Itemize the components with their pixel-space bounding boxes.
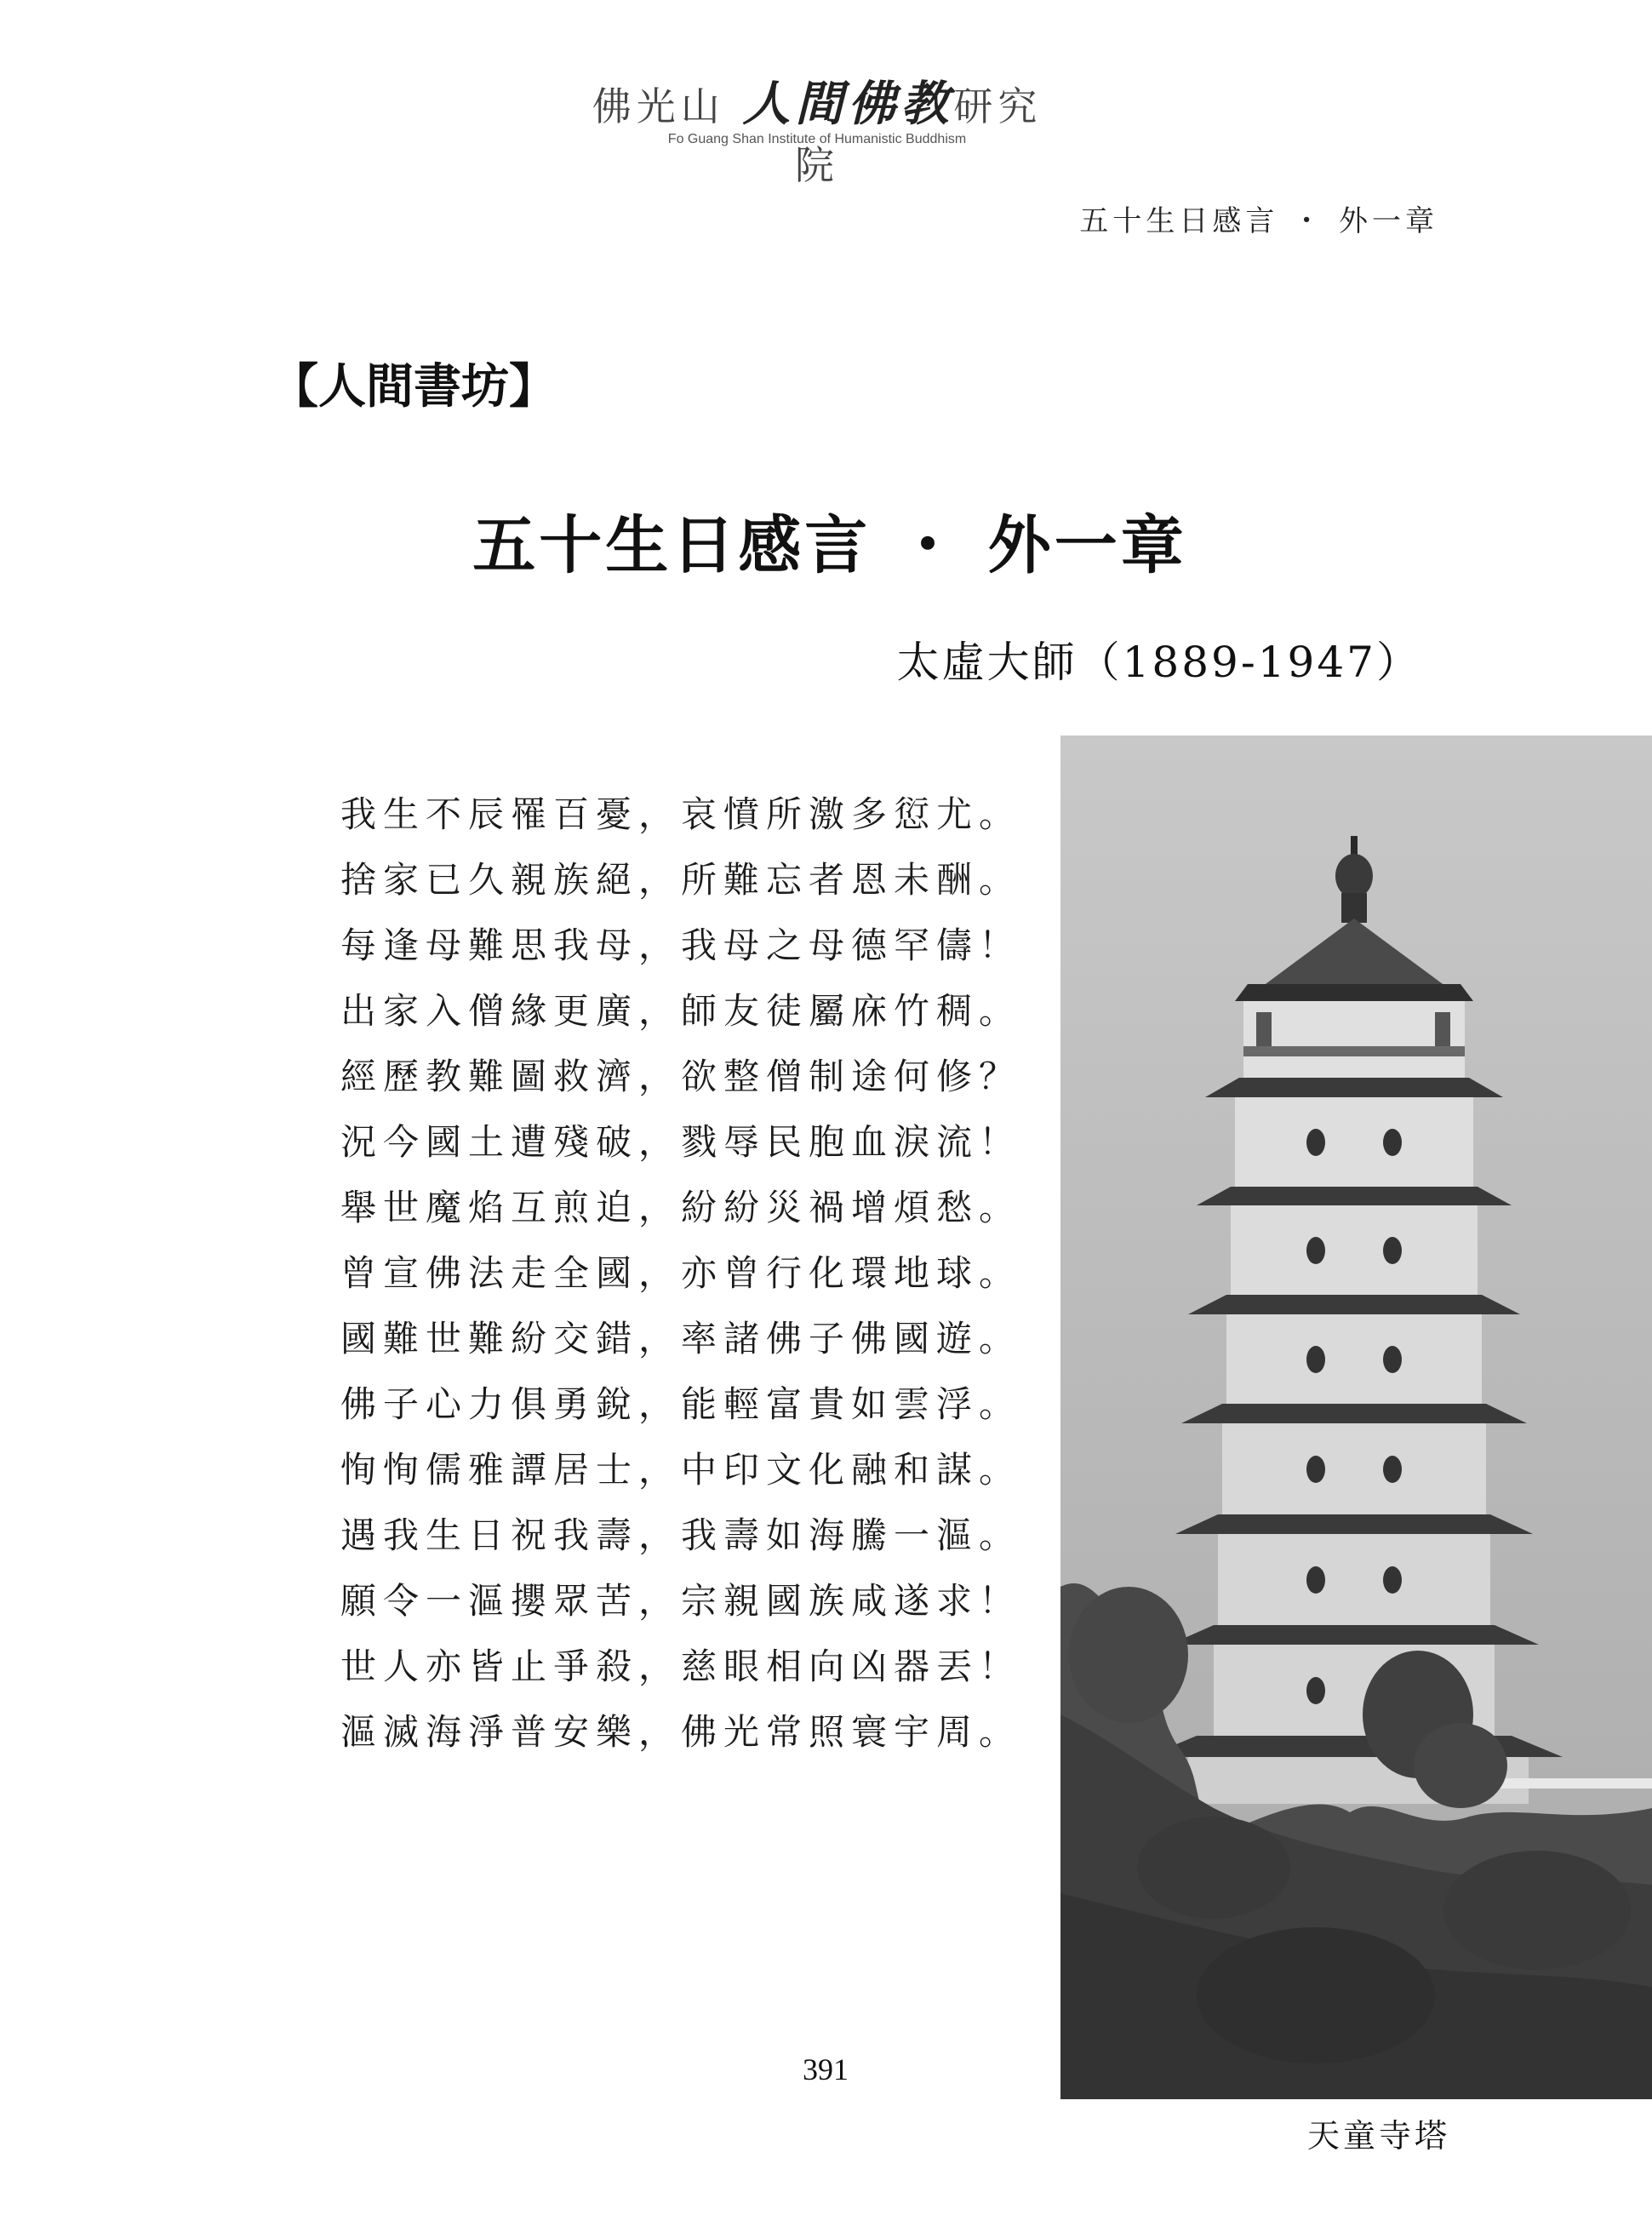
poem-line: 況今國土遭殘破，戮辱民胞血淚流！	[340, 1121, 1022, 1163]
poem-line: 國難世難紛交錯，率諸佛子佛國遊。	[340, 1318, 1022, 1359]
page-number: 391	[803, 2052, 849, 2086]
poem	[340, 781, 1022, 1765]
poem-line: 捨家已久親族絕，所難忘者恩未酬。	[340, 859, 1022, 901]
article-title: 五十生日感言 ・ 外一章	[472, 509, 1187, 582]
section-tag: 【人間書坊】	[271, 358, 557, 415]
poem-line: 漚滅海淨普安樂，佛光常照寰宇周。	[340, 1711, 1022, 1753]
poem-line: 出家入僧緣更廣，師友徒屬庥竹稠。	[340, 990, 1022, 1032]
photo-caption: 天童寺塔	[1306, 2117, 1450, 2155]
pagoda-photo	[1060, 735, 1652, 2099]
running-head: 五十生日感言 ・ 外一章	[1079, 204, 1438, 238]
poem-line: 曾宣佛法走全國，亦曾行化環地球。	[340, 1252, 1022, 1294]
poem-line: 世人亦皆止爭殺，慈眼相向凶器丟！	[340, 1646, 1022, 1687]
pagoda-illustration	[1060, 735, 1652, 2099]
logo-text-mountain: 佛光山	[592, 83, 725, 129]
poem-line: 願令一漚攖眾苦，宗親國族咸遂求！	[340, 1580, 1022, 1622]
poem-line: 恂恂儒雅譚居士，中印文化融和謀。	[340, 1449, 1022, 1491]
poem-line: 舉世魔焰互煎迫，紛紛災禍增煩愁。	[340, 1187, 1022, 1228]
institute-logo	[579, 66, 1055, 191]
poem-line: 經歷教難圖救濟，欲整僧制途何修？	[340, 1056, 1022, 1097]
poem-line: 每逢母難思我母，我母之母德罕儔！	[340, 924, 1022, 966]
poem-line: 佛子心力俱勇銳，能輕富貴如雲浮。	[340, 1383, 1022, 1425]
article-author: 太虛大師（1889-1947）	[896, 638, 1421, 687]
logo-text-institute: 研究院	[795, 83, 1043, 188]
logo-text-calligraphy: 人間佛教	[742, 77, 954, 132]
poem-line: 遇我生日祝我壽，我壽如海騰一漚。	[340, 1514, 1022, 1556]
poem-line: 我生不辰罹百憂，哀憤所激多愆尤。	[340, 793, 1022, 835]
institute-logo-english: Fo Guang Shan Institute of Humanistic Buddhism	[667, 132, 967, 146]
